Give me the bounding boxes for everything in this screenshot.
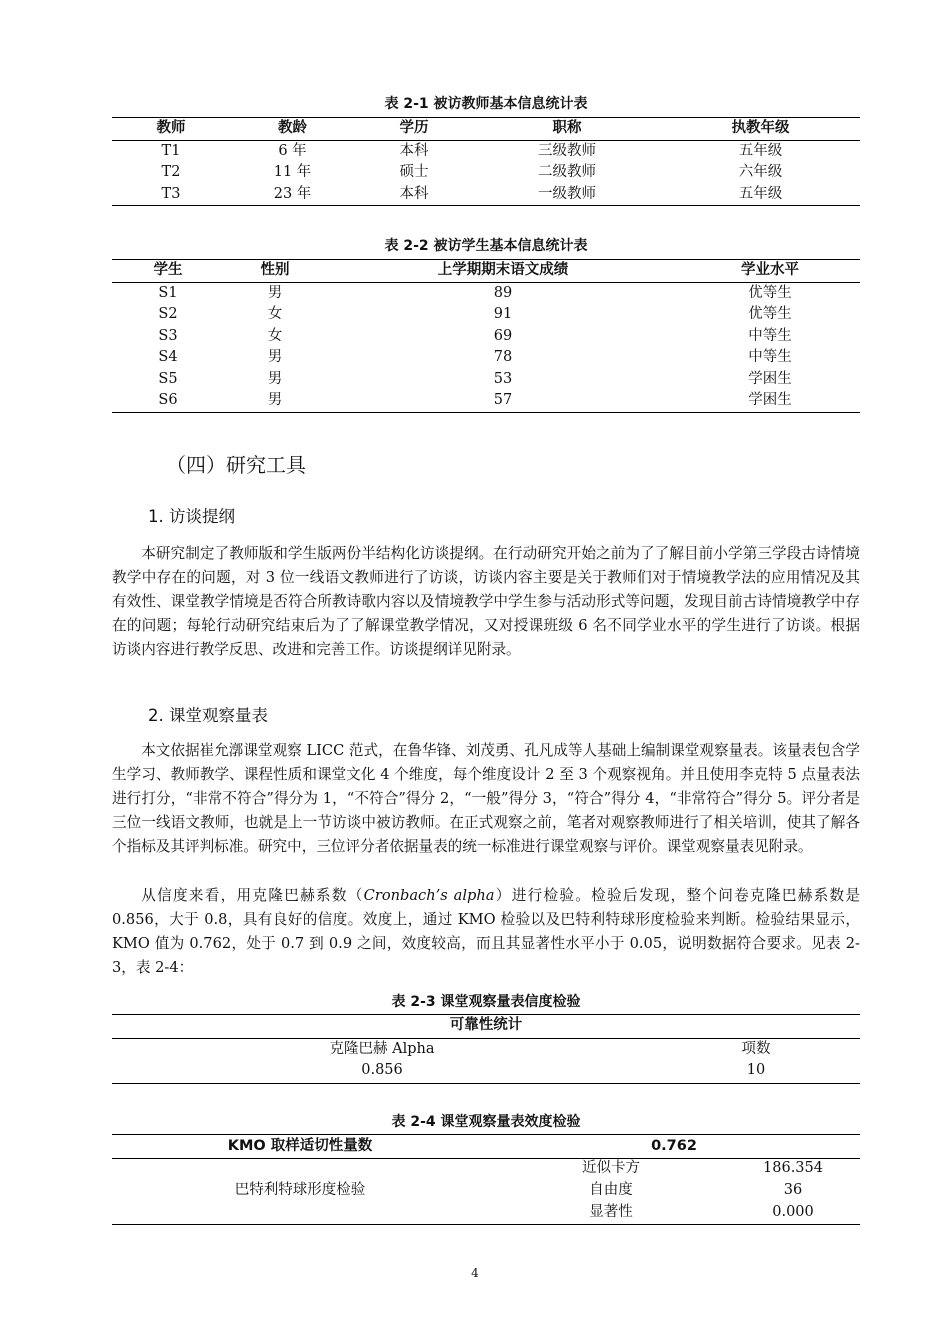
table-cell: S5 (158, 370, 178, 387)
section-heading: （四）研究工具 (166, 453, 306, 477)
page-number: 4 (471, 1266, 479, 1280)
table1-header: 教龄 (230, 118, 355, 141)
bartlett-stat-value: 186.354 (763, 1160, 823, 1176)
alpha-header: 克隆巴赫 Alpha (329, 1041, 435, 1057)
table-cell: 78 (493, 349, 513, 365)
teacher-info-table (112, 117, 860, 206)
table-cell: 91 (493, 306, 513, 322)
table1-header: 学历 (355, 118, 473, 141)
table1-header: 教师 (112, 118, 230, 141)
bartlett-stat-value: 36 (783, 1182, 803, 1198)
bartlett-label: 巴特利特球形度检验 (234, 1182, 366, 1198)
subsection-heading-interview: 1. 访谈提纲 (148, 507, 235, 526)
table-cell: 女 (267, 306, 283, 322)
table2-header: 学生 (112, 260, 224, 283)
table-cell: 本科 (399, 142, 429, 159)
paragraph-observation: 本文依据崔允漷课堂观察 LICC 范式，在鲁华锋、刘茂勇、孔凡成等人基础上编制课堂观察量表。该量表包含学生学习、教师教学、课程性质和课堂文化 4 个维度，每个维度设计 2 至 3 个观察视角。并且使用李克特 5 点量表法进行打分，“非常不符合”得分为 1，“不符合”得分 2，“一般”得分 3，“符合”得分 4，“非常符合”得分 5。评分者是三位一线语文教师，也就是上一节访谈中被访教师。在正式观察之前，笔者对观察教师进行了相关培训，使其了解各个指标及其评判标准。研究中，三位评分者依据量表的统一标准进行课堂观察与评价。课堂观察量表见附录。 (112, 742, 860, 855)
paragraph-interview: 本研究制定了教师版和学生版两份半结构化访谈提纲。在行动研究开始之前为了了解目前小学第三学段古诗情境教学中存在的问题，对 3 位一线语文教师进行了访谈，访谈内容主要是关于教师们对于情境教学法的应用情况及其有效性、课堂教学情境是否符合所教诗歌内容以及情境教学中学生参与活动形式等问题，发现目前古诗情境教学中存在的问题；每轮行动研究结束后为了了解课堂教学情况，又对授课班级 6 名不同学业水平的学生进行了访谈。根据访谈内容进行教学反思、改进和完善工作。访谈提纲详见附录。 (112, 545, 860, 658)
table-cell: 优等生 (748, 284, 792, 301)
table-cell: 优等生 (748, 306, 792, 322)
table-cell: T3 (112, 184, 230, 206)
table-cell: 学困生 (680, 390, 860, 412)
table-cell: 本科 (355, 184, 473, 206)
table2-caption: 表 2-2 被访学生基本信息统计表 (384, 238, 588, 254)
table-cell: 69 (493, 327, 513, 344)
table-row (112, 304, 860, 326)
table-cell: S4 (158, 349, 178, 365)
bartlett-stat-value: 0.000 (772, 1204, 814, 1220)
table-cell: T2 (161, 164, 181, 180)
table1-header: 职称 (473, 118, 661, 141)
table-row (112, 326, 860, 348)
table-cell: 一级教师 (473, 184, 661, 206)
table2-header: 上学期期末语文成绩 (326, 260, 680, 283)
validity-table (112, 1134, 860, 1226)
table-cell: 男 (267, 349, 283, 365)
table2-header-row (112, 260, 860, 283)
table-cell: 男 (224, 390, 326, 412)
kmo-value: 0.762 (651, 1138, 697, 1154)
table-cell: 男 (267, 284, 283, 301)
table-cell: 6 年 (278, 142, 307, 159)
bartlett-stat-label: 近似卡方 (582, 1160, 640, 1176)
bartlett-stat-label: 自由度 (589, 1182, 633, 1198)
table-cell: 三级教师 (538, 142, 596, 159)
table-cell: 11 年 (273, 164, 312, 180)
paragraph-reliability (112, 884, 860, 980)
alpha-value: 0.856 (361, 1062, 403, 1078)
table-cell: 学困生 (748, 370, 792, 387)
table-cell: 五年级 (661, 184, 860, 206)
bartlett-stat-label: 显著性 (589, 1204, 633, 1220)
items-value: 10 (746, 1062, 766, 1078)
table-rule (112, 1083, 860, 1084)
table-row (112, 282, 860, 304)
table-cell: 硕士 (399, 164, 429, 180)
table-cell: S2 (158, 306, 178, 322)
table2-header: 性别 (224, 260, 326, 283)
table-cell: 男 (267, 370, 283, 387)
table-rule (112, 1134, 860, 1135)
table-cell: 57 (326, 390, 680, 412)
table4-caption: 表 2-4 课堂观察量表效度检验 (391, 1114, 581, 1130)
table2-header: 学业水平 (680, 260, 860, 283)
table-cell: 二级教师 (538, 164, 596, 180)
table-cell: 六年级 (738, 164, 783, 180)
table-row (112, 162, 860, 184)
table-row (112, 390, 860, 412)
table-row (112, 184, 860, 206)
table-cell: 五年级 (738, 142, 783, 159)
table-cell: 中等生 (748, 327, 792, 344)
table-cell: S1 (158, 284, 178, 301)
subsection-heading-observation: 2. 课堂观察量表 (148, 706, 268, 725)
table-cell: S6 (112, 390, 224, 412)
table-row (112, 140, 860, 162)
reliability-title: 可靠性统计 (449, 1017, 523, 1033)
table1-caption: 表 2-1 被访教师基本信息统计表 (384, 96, 588, 112)
table3-caption: 表 2-3 课堂观察量表信度检验 (391, 994, 581, 1010)
kmo-label: KMO 取样适切性量数 (227, 1138, 373, 1154)
paragraph-text: ）进行检验。检验后发现，整个问卷克隆巴赫系数是 0.856，大于 0.8，具有良好的信度。效度上，通过 KMO 检验以及巴特利特球形度检验来判断。检验结果显示，KMO 值为 0.762，处于 0.7 到 0.9 之间，效度较高，而且其显著性水平小于 0.05，说明数据符合要求。见表 2-3，表 2-4： (112, 887, 860, 976)
table-cell: S3 (158, 327, 178, 344)
table1-header: 执教年级 (661, 118, 860, 141)
items-header: 项数 (741, 1041, 771, 1057)
table-cell: T1 (161, 142, 181, 159)
cronbach-term: Cronbach’s alpha (363, 887, 495, 904)
student-info-table (112, 259, 860, 413)
paragraph-text: 从信度来看，用克隆巴赫系数（ (141, 887, 364, 904)
table-cell: 53 (493, 370, 513, 387)
table-cell: 89 (493, 284, 513, 301)
table-cell: 中等生 (748, 349, 792, 365)
table-row (112, 369, 860, 391)
table-rule (112, 1224, 860, 1225)
table-cell: 女 (267, 327, 283, 344)
table1-header-row (112, 118, 860, 141)
table-cell: 23 年 (230, 184, 355, 206)
table-row (112, 347, 860, 369)
